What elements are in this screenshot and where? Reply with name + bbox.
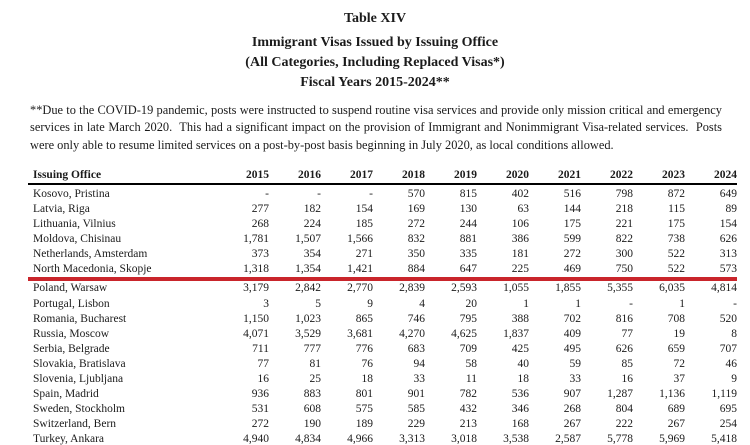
visa-count-cell: 218 bbox=[615, 202, 633, 215]
column-header-year: 2021 bbox=[529, 167, 581, 184]
visa-count-cell: 5,969 bbox=[659, 433, 685, 445]
visa-count-cell: 4,834 bbox=[295, 433, 321, 445]
visa-count-cell: 3,538 bbox=[503, 433, 529, 445]
visa-count-cell: 33 bbox=[569, 373, 581, 386]
visa-count-cell: 5 bbox=[315, 297, 321, 310]
visa-count-cell: 144 bbox=[563, 202, 581, 215]
visa-count-cell: 46 bbox=[725, 357, 737, 370]
visa-count-cell: 1,354 bbox=[269, 262, 321, 279]
visa-count-cell: 750 bbox=[581, 262, 633, 279]
column-header-issuing-office: Issuing Office bbox=[28, 167, 217, 184]
visa-count-cell: 599 bbox=[563, 233, 581, 246]
visa-count-cell: 185 bbox=[355, 218, 373, 231]
visa-count-cell: 5,778 bbox=[607, 433, 633, 445]
table-row bbox=[28, 402, 737, 417]
column-header-year: 2018 bbox=[373, 167, 425, 184]
visa-count-cell: 425 bbox=[511, 342, 529, 355]
table-row bbox=[28, 297, 737, 312]
visa-count-cell: 798 bbox=[615, 187, 633, 200]
visa-count-cell: 267 bbox=[667, 418, 685, 431]
visa-count-cell: 432 bbox=[459, 403, 477, 416]
visa-count-cell: 254 bbox=[719, 418, 737, 431]
visa-count-cell: 350 bbox=[407, 248, 425, 261]
visa-count-cell: 936 bbox=[251, 388, 269, 401]
visa-count-cell: 2,839 bbox=[399, 282, 425, 295]
visa-count-cell: 4 bbox=[419, 297, 425, 310]
visa-count-cell: - bbox=[369, 187, 373, 200]
visa-count-cell: 76 bbox=[361, 357, 373, 370]
visa-count-cell: 224 bbox=[303, 218, 321, 231]
visa-count-cell: 1,507 bbox=[295, 233, 321, 246]
visa-count-cell: 738 bbox=[667, 233, 685, 246]
visa-count-cell: 702 bbox=[563, 312, 581, 325]
visa-count-cell: 4,966 bbox=[347, 433, 373, 445]
visa-count-cell: 388 bbox=[511, 312, 529, 325]
visa-count-cell: 169 bbox=[407, 202, 425, 215]
visa-count-cell: 1,566 bbox=[347, 233, 373, 246]
table-subtitle: (All Categories, Including Replaced Visas*) bbox=[245, 55, 505, 70]
visa-count-cell: 154 bbox=[719, 218, 737, 231]
visa-count-cell: 872 bbox=[667, 187, 685, 200]
visa-count-cell: 115 bbox=[668, 202, 685, 215]
table-row bbox=[28, 357, 737, 372]
visa-count-cell: 689 bbox=[667, 403, 685, 416]
visa-count-cell: 1,318 bbox=[217, 262, 269, 279]
visa-count-cell: 94 bbox=[413, 357, 425, 370]
issuing-office-cell: Latvia, Riga bbox=[33, 202, 90, 215]
visa-count-cell: 707 bbox=[719, 342, 737, 355]
visa-count-cell: 3,681 bbox=[347, 327, 373, 340]
visa-count-cell: - bbox=[629, 297, 633, 310]
visa-count-cell: 801 bbox=[355, 388, 373, 401]
visa-count-cell: 277 bbox=[251, 202, 269, 215]
visa-count-cell: 901 bbox=[407, 388, 425, 401]
visa-count-cell: 4,940 bbox=[243, 433, 269, 445]
table-row bbox=[28, 217, 737, 232]
visa-count-cell: 5,355 bbox=[607, 282, 633, 295]
visa-count-cell: 883 bbox=[303, 388, 321, 401]
visa-count-cell: 267 bbox=[563, 418, 581, 431]
issuing-office-cell: Slovakia, Bratislava bbox=[33, 357, 126, 370]
issuing-office-cell: Russia, Moscow bbox=[33, 327, 110, 340]
visa-count-cell: 822 bbox=[615, 233, 633, 246]
visa-count-cell: 3,529 bbox=[295, 327, 321, 340]
visa-count-cell: 746 bbox=[407, 312, 425, 325]
issuing-office-cell: Kosovo, Pristina bbox=[33, 187, 110, 200]
table-row bbox=[28, 372, 737, 387]
issuing-office-cell: Turkey, Ankara bbox=[33, 433, 105, 445]
visa-count-cell: 181 bbox=[511, 248, 529, 261]
table-row bbox=[28, 342, 737, 357]
visa-count-cell: 4,071 bbox=[243, 327, 269, 340]
issuing-office-cell: Romania, Bucharest bbox=[33, 312, 127, 325]
visa-count-cell: 1 bbox=[679, 297, 685, 310]
visa-count-cell: 5,418 bbox=[711, 433, 737, 445]
visa-count-cell: 58 bbox=[465, 357, 477, 370]
visa-count-cell: 1,119 bbox=[711, 388, 737, 401]
covid-footnote: **Due to the COVID-19 pandemic, posts were instructed to suspend routine visa services and provide only mission critical and emergency services in late March 2020. This had a significant impact on the provision of Immigrant and Nonimmigrant Visa-related services. Posts were only able to resume limited services on a post-by-post basis beginning in July 2020, as local conditions allowed. bbox=[30, 103, 726, 152]
visa-count-cell: 268 bbox=[251, 218, 269, 231]
table-header-row bbox=[28, 167, 737, 184]
visa-count-cell: 520 bbox=[719, 312, 737, 325]
visa-count-cell: 106 bbox=[511, 218, 529, 231]
table-row bbox=[28, 184, 737, 202]
visa-count-cell: 575 bbox=[355, 403, 373, 416]
column-header-year: 2017 bbox=[321, 167, 373, 184]
issuing-office-cell: Serbia, Belgrade bbox=[33, 342, 110, 355]
visa-count-cell: 63 bbox=[517, 202, 529, 215]
table-row bbox=[28, 417, 737, 432]
visa-count-cell: 1 bbox=[575, 297, 581, 310]
visa-count-cell: 189 bbox=[355, 418, 373, 431]
visa-count-cell: 225 bbox=[477, 262, 529, 279]
visa-count-cell: 795 bbox=[459, 312, 477, 325]
visa-count-cell: 37 bbox=[673, 373, 685, 386]
visa-count-cell: 409 bbox=[563, 327, 581, 340]
visa-count-cell: 1,023 bbox=[295, 312, 321, 325]
visa-count-cell: 1,781 bbox=[243, 233, 269, 246]
visa-count-cell: 626 bbox=[719, 233, 737, 246]
issuing-office-cell: Lithuania, Vilnius bbox=[33, 218, 116, 231]
visa-count-cell: 386 bbox=[511, 233, 529, 246]
visa-count-cell: 272 bbox=[407, 218, 425, 231]
visa-count-cell: 1 bbox=[523, 297, 529, 310]
visa-count-cell: 815 bbox=[459, 187, 477, 200]
visa-count-cell: 244 bbox=[459, 218, 477, 231]
visa-count-cell: 907 bbox=[563, 388, 581, 401]
visa-count-cell: 154 bbox=[355, 202, 373, 215]
issuing-office-cell: Poland, Warsaw bbox=[33, 282, 108, 295]
visa-count-cell: 777 bbox=[303, 342, 321, 355]
visa-count-cell: 1,287 bbox=[607, 388, 633, 401]
column-header-year: 2020 bbox=[477, 167, 529, 184]
visa-count-cell: 816 bbox=[615, 312, 633, 325]
visa-count-cell: 776 bbox=[355, 342, 373, 355]
visa-count-cell: 346 bbox=[511, 403, 529, 416]
column-header-year: 2015 bbox=[217, 167, 269, 184]
visa-count-cell: 272 bbox=[563, 248, 581, 261]
table-row bbox=[28, 247, 737, 262]
visa-count-cell: 16 bbox=[621, 373, 633, 386]
visa-count-cell: 4,814 bbox=[711, 282, 737, 295]
visa-count-cell: 1,421 bbox=[321, 262, 373, 279]
visa-count-cell: 175 bbox=[667, 218, 685, 231]
visa-count-cell: - bbox=[733, 297, 737, 310]
visa-count-cell: 11 bbox=[465, 373, 477, 386]
column-header-year: 2019 bbox=[425, 167, 477, 184]
visa-count-cell: 647 bbox=[425, 262, 477, 279]
visa-count-cell: 9 bbox=[367, 297, 373, 310]
visa-count-cell: 354 bbox=[303, 248, 321, 261]
visa-count-cell: 3,313 bbox=[399, 433, 425, 445]
visa-count-cell: 335 bbox=[459, 248, 477, 261]
visa-count-cell: 1,855 bbox=[555, 282, 581, 295]
visa-count-cell: 18 bbox=[361, 373, 373, 386]
visa-count-cell: 402 bbox=[511, 187, 529, 200]
visa-count-cell: 570 bbox=[407, 187, 425, 200]
visa-count-cell: 3,179 bbox=[243, 282, 269, 295]
column-header-year: 2022 bbox=[581, 167, 633, 184]
table-row bbox=[28, 279, 737, 296]
visa-count-cell: 649 bbox=[719, 187, 737, 200]
visa-count-cell: 268 bbox=[563, 403, 581, 416]
visa-count-cell: 77 bbox=[621, 327, 633, 340]
issuing-office-cell: Slovenia, Ljubljana bbox=[33, 373, 124, 386]
visa-count-cell: 1,136 bbox=[659, 388, 685, 401]
visa-count-cell: 2,842 bbox=[295, 282, 321, 295]
table-row bbox=[28, 387, 737, 402]
visa-count-cell: 4,270 bbox=[399, 327, 425, 340]
visa-count-cell: 20 bbox=[465, 297, 477, 310]
visa-count-cell: 130 bbox=[459, 202, 477, 215]
issuing-office-cell: Switzerland, Bern bbox=[33, 418, 117, 431]
visa-count-cell: 9 bbox=[731, 373, 737, 386]
table-fiscal-years: Fiscal Years 2015-2024** bbox=[300, 75, 450, 90]
visa-count-cell: 19 bbox=[673, 327, 685, 340]
table-row bbox=[28, 432, 737, 445]
visa-count-cell: 175 bbox=[563, 218, 581, 231]
visa-count-cell: 708 bbox=[667, 312, 685, 325]
visa-count-cell: 495 bbox=[563, 342, 581, 355]
visa-count-cell: 313 bbox=[719, 248, 737, 261]
visa-count-cell: 190 bbox=[303, 418, 321, 431]
visa-count-cell: 77 bbox=[257, 357, 269, 370]
visa-count-cell: 585 bbox=[407, 403, 425, 416]
immigrant-visas-table bbox=[28, 167, 737, 445]
visa-count-cell: 81 bbox=[309, 357, 321, 370]
visa-count-cell: 85 bbox=[621, 357, 633, 370]
visa-count-cell: 2,770 bbox=[347, 282, 373, 295]
visa-count-cell: 4,625 bbox=[451, 327, 477, 340]
table-row bbox=[28, 327, 737, 342]
visa-count-cell: 884 bbox=[373, 262, 425, 279]
visa-count-cell: 522 bbox=[633, 262, 685, 279]
visa-count-cell: 6,035 bbox=[659, 282, 685, 295]
visa-count-cell: 25 bbox=[309, 373, 321, 386]
visa-count-cell: 832 bbox=[407, 233, 425, 246]
visa-count-cell: 72 bbox=[673, 357, 685, 370]
visa-count-cell: 3 bbox=[263, 297, 269, 310]
visa-count-cell: 695 bbox=[719, 403, 737, 416]
visa-count-cell: 683 bbox=[407, 342, 425, 355]
visa-count-cell: 626 bbox=[615, 342, 633, 355]
visa-count-cell: 272 bbox=[251, 418, 269, 431]
column-header-year: 2023 bbox=[633, 167, 685, 184]
issuing-office-cell: Spain, Madrid bbox=[33, 388, 99, 401]
table-row bbox=[28, 202, 737, 217]
visa-count-cell: 711 bbox=[252, 342, 269, 355]
visa-count-cell: 33 bbox=[413, 373, 425, 386]
visa-count-cell: 271 bbox=[355, 248, 373, 261]
visa-count-cell: - bbox=[265, 187, 269, 200]
table-row bbox=[28, 312, 737, 327]
visa-count-cell: 89 bbox=[725, 202, 737, 215]
visa-count-cell: 2,593 bbox=[451, 282, 477, 295]
visa-count-cell: 522 bbox=[667, 248, 685, 261]
visa-count-cell: 516 bbox=[563, 187, 581, 200]
visa-count-cell: 1,055 bbox=[503, 282, 529, 295]
visa-count-cell: 221 bbox=[615, 218, 633, 231]
issuing-office-cell: Sweden, Stockholm bbox=[33, 403, 125, 416]
visa-count-cell: 1,837 bbox=[503, 327, 529, 340]
table-title-block bbox=[0, 0, 750, 93]
visa-count-cell: 373 bbox=[251, 248, 269, 261]
table-number: Table XIV bbox=[343, 11, 407, 26]
visa-count-cell: - bbox=[317, 187, 321, 200]
visa-count-cell: 182 bbox=[303, 202, 321, 215]
visa-count-cell: 2,587 bbox=[555, 433, 581, 445]
visa-count-cell: 222 bbox=[615, 418, 633, 431]
visa-count-cell: 709 bbox=[459, 342, 477, 355]
visa-count-cell: 865 bbox=[355, 312, 373, 325]
visa-count-cell: 804 bbox=[615, 403, 633, 416]
visa-count-cell: 881 bbox=[459, 233, 477, 246]
visa-count-cell: 536 bbox=[511, 388, 529, 401]
issuing-office-cell: Netherlands, Amsterdam bbox=[33, 248, 148, 261]
visa-count-cell: 16 bbox=[257, 373, 269, 386]
visa-count-cell: 59 bbox=[569, 357, 581, 370]
table-row bbox=[28, 232, 737, 247]
issuing-office-cell: Moldova, Chisinau bbox=[33, 233, 122, 246]
visa-count-cell: 573 bbox=[685, 262, 737, 279]
issuing-office-cell: North Macedonia, Skopje bbox=[28, 262, 217, 279]
visa-count-cell: 3,018 bbox=[451, 433, 477, 445]
visa-count-cell: 168 bbox=[511, 418, 529, 431]
visa-count-cell: 782 bbox=[459, 388, 477, 401]
visa-count-cell: 213 bbox=[459, 418, 477, 431]
visa-count-cell: 229 bbox=[407, 418, 425, 431]
issuing-office-cell: Portugal, Lisbon bbox=[33, 297, 110, 310]
visa-count-cell: 659 bbox=[667, 342, 685, 355]
visa-count-cell: 1,150 bbox=[243, 312, 269, 325]
visa-count-cell: 18 bbox=[517, 373, 529, 386]
visa-count-cell: 469 bbox=[529, 262, 581, 279]
visa-count-cell: 531 bbox=[251, 403, 269, 416]
visa-count-cell: 40 bbox=[517, 357, 529, 370]
table-row bbox=[28, 262, 737, 279]
column-header-year: 2016 bbox=[269, 167, 321, 184]
column-header-year: 2024 bbox=[685, 167, 737, 184]
table-title: Immigrant Visas Issued by Issuing Office bbox=[251, 35, 499, 50]
visa-count-cell: 300 bbox=[615, 248, 633, 261]
visa-count-cell: 608 bbox=[303, 403, 321, 416]
visa-count-cell: 8 bbox=[731, 327, 737, 340]
